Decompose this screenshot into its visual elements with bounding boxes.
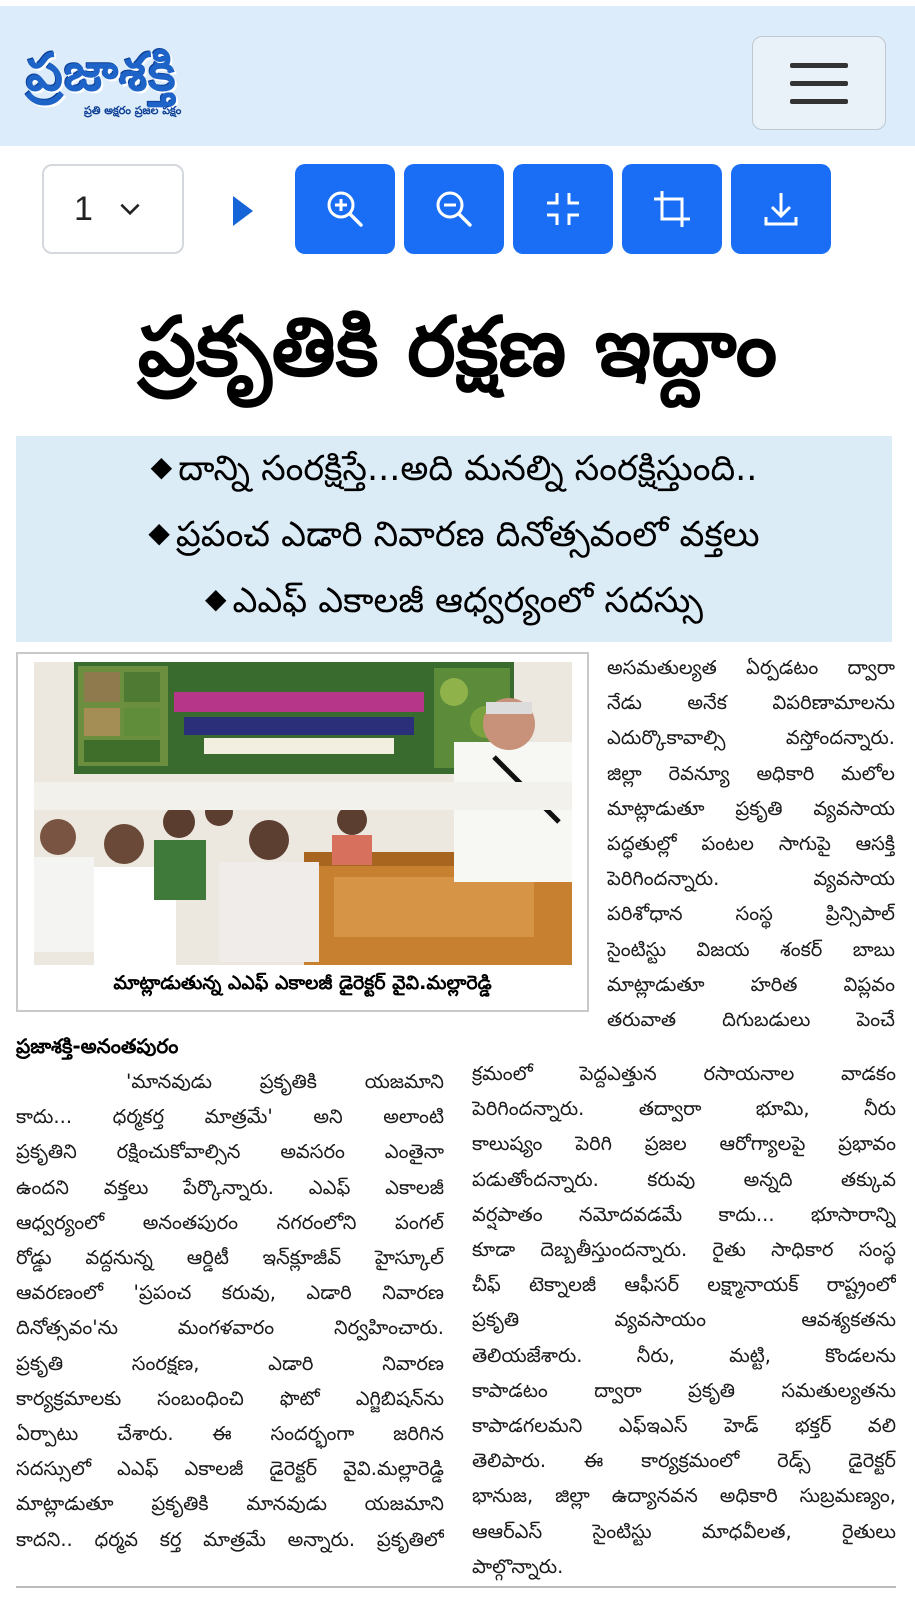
crop-icon: [650, 187, 694, 231]
text-line: ఏర్పాటు చేశారు. ఈ సందర్భంగా జరిగిన: [16, 1422, 444, 1446]
text-line: వర్షపాతం నమోదవడమే కాదు... భూసారాన్ని: [472, 1202, 896, 1226]
text-line: సదస్సులో ఎఎఫ్ ఎకాలజీ డైరెక్టర్ వైవి.మల్లారెడ్డి: [16, 1457, 444, 1481]
text-line: కాపాడగలమని ఎఫ్‌ఇఎస్ హెడ్ భక్తర్ వలి: [472, 1414, 896, 1438]
site-header: [0, 0, 915, 146]
text-line: దినోత్సవం'ను మంగళవారం నిర్వహించారు.: [16, 1316, 444, 1340]
article-headline: ప్రకృతికి రక్షణ ఇద్దాం: [137, 300, 778, 395]
text-line: ఆఆర్ఎస్ సైంటిస్టు మాధవీలత, రైతులు: [472, 1519, 896, 1543]
text-line: ప్రకృతి వ్యవసాయం ఆవశ్యకతను: [472, 1308, 896, 1332]
text-line: క్రమంలో పెద్దఎత్తున రసాయనాల వాడకం: [472, 1062, 896, 1085]
diamond-bullet-icon: ◆: [150, 450, 173, 483]
text-line: మాట్లాడుతూ హరిత విప్లవం: [607, 972, 895, 996]
zoom-in-icon: [323, 187, 367, 231]
epaper-toolbar: [0, 146, 915, 266]
hamburger-menu-icon: [790, 63, 848, 68]
event-photo-illustration: [34, 662, 572, 965]
text-line: కాదు... ధర్మకర్త మాత్రమే' అని అలాంటి: [16, 1105, 444, 1129]
text-line: జిల్లా రెవన్యూ అధికారి మలోల: [607, 761, 895, 785]
text-line: తరువాత దిగుబడులు పెంచే: [607, 1008, 895, 1032]
subheadline: ◆ ప్రపంచ ఎడారి నివారణ దినోత్సవంలో వక్తలు: [148, 515, 760, 555]
text-line: చీఫ్ టెక్నాలజీ ఆఫీసర్ లక్ష్మానాయక్ రాష్ట్రంలో: [472, 1273, 896, 1297]
text-line: కాపాడటం ద్వారా ప్రకృతి సమతుల్యతను: [472, 1378, 896, 1402]
text-line: కాలుష్యం పెరిగి ప్రజల ఆరోగ్యాలపై ప్రభావం: [472, 1132, 896, 1156]
text-line: కార్యక్రమాలకు సంబంధించి ఫొటో ఎగ్జిబిషన్‌ను: [16, 1386, 444, 1410]
text-line: పాల్గొన్నారు.: [472, 1554, 564, 1578]
article-column-right-top: [607, 650, 895, 1037]
text-line: ఉందని వక్తలు పేర్కొన్నారు. ఎఎఫ్ ఎకాలజీ: [16, 1175, 444, 1199]
text-line: 'మానవుడు ప్రకృతికి యజమాని: [126, 1070, 444, 1093]
hamburger-menu-button[interactable]: [752, 36, 886, 130]
play-icon[interactable]: [233, 196, 253, 226]
article-photo[interactable]: [34, 662, 572, 965]
subheadline-box: [16, 436, 892, 642]
text-line: ఆధ్వర్యంలో అనంతపురం నగరంలోని పంగల్: [16, 1210, 444, 1234]
photo-caption: మాట్లాడుతున్న ఎఎఫ్ ఎకాలజీ డైరెక్టర్ వైవి.మల్లారెడ్డి: [113, 972, 492, 994]
text-line: నేడు అనేక విపరిణామాలను: [607, 691, 895, 715]
site-logo[interactable]: [26, 42, 276, 122]
logo-tagline: ప్రతి అక్షరం ప్రజల పక్షం: [84, 104, 182, 117]
text-line: సైంటిస్టు విజయ శంకర్ బాబు: [607, 937, 895, 961]
text-line: అసమతుల్యత ఏర్పడటం ద్వారా: [607, 656, 895, 679]
download-icon: [759, 187, 803, 231]
zoom-out-button[interactable]: [404, 164, 504, 254]
text-line: ప్రకృతిని రక్షించుకోవాల్సిన అవసరం ఎంతైనా: [16, 1140, 444, 1164]
fit-screen-button[interactable]: [513, 164, 613, 254]
article-photo-frame: [16, 652, 589, 1012]
text-line: పరిశోధాన సంస్థ ప్రిన్సిపాల్: [607, 902, 895, 926]
subheadline: ◆ ఎఎఫ్ ఎకాలజీ ఆధ్వర్యంలో సదస్సు: [204, 581, 704, 621]
article-dateline: ప్రజాశక్తి-అనంతపురం: [16, 1034, 179, 1058]
divider: [16, 1586, 896, 1588]
diamond-bullet-icon: ◆: [148, 516, 170, 549]
page-number: 1: [74, 189, 93, 228]
text-line: తెలియజేశారు. నీరు, మట్టి, కొండలను: [472, 1343, 896, 1367]
text-line: పెరిగిందన్నారు. తద్వారా భూమి, నీరు: [472, 1097, 896, 1121]
logo-text: ప్రజాశక్తి: [26, 43, 177, 103]
chevron-down-icon: [117, 196, 143, 222]
crop-button[interactable]: [622, 164, 722, 254]
text-line: మాట్లాడుతూ ప్రకృతి వ్యవసాయ: [607, 796, 895, 820]
zoom-out-icon: [432, 187, 476, 231]
text-line: పడుతోందన్నారు. కరువు అన్నది తక్కువ: [472, 1167, 896, 1191]
article-column-right-bottom: [472, 1056, 896, 1584]
diamond-bullet-icon: ◆: [204, 582, 227, 615]
download-button[interactable]: [731, 164, 831, 254]
text-line: ఎదుర్కొకావాల్సి వస్తోందన్నారు.: [607, 726, 895, 750]
fit-screen-icon: [541, 187, 585, 231]
text-line: ప్రకృతి సంరక్షణ, ఎడారి నివారణ: [16, 1351, 444, 1375]
page-select[interactable]: [42, 164, 184, 254]
text-line: పద్ధతుల్లో పంటల సాగుపై ఆసక్తి: [607, 832, 895, 856]
article-column-left: [16, 1064, 444, 1557]
text-line: రోడ్డు వద్దనున్న ఆర్డిటీ ఇన్‌క్లూజీవ్ హైస్కూల్: [16, 1246, 444, 1270]
zoom-in-button[interactable]: [295, 164, 395, 254]
text-line: పెరిగిందన్నారు. వ్యవసాయ: [607, 867, 895, 891]
text-line: మాట్లాడుతూ ప్రకృతికి మానవుడు యజమాని: [16, 1492, 444, 1516]
text-line: కాదని.. ధర్మవ కర్త మాత్రమే అన్నారు. ప్రకృతిలో: [16, 1527, 444, 1551]
text-line: కూడా దెబ్బతీస్తుందన్నారు. రైతు సాధికార సంస్థ: [472, 1238, 896, 1262]
text-line: ఆవరణంలో 'ప్రపంచ కరువు, ఎడారి నివారణ: [16, 1281, 444, 1305]
text-line: భానుజ, జిల్లా ఉద్యానవన అధికారి సుబ్రమణ్యం,: [472, 1484, 896, 1508]
subheadline: ◆ దాన్ని సంరక్షిస్తే...అది మనల్ని సంరక్షిస్తుంది..: [150, 449, 758, 489]
text-line: తెలిపారు. ఈ కార్యక్రమంలో రెడ్స్ డైరెక్టర్: [472, 1449, 896, 1473]
